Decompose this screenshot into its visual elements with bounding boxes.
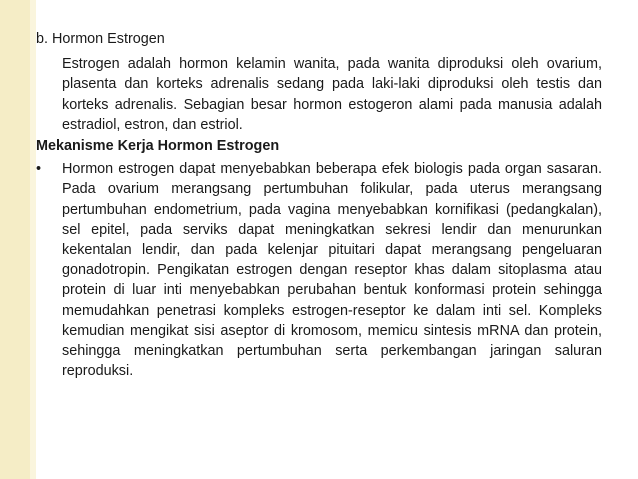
mechanism-subheading: Mekanisme Kerja Hormon Estrogen [36, 138, 280, 155]
bullet-marker: • [36, 161, 42, 178]
section-heading: b. Hormon Estrogen [36, 31, 165, 47]
bullet-item [36, 159, 602, 381]
intro-paragraph: Estrogen adalah hormon kelamin wanita, pada wanita diproduksi oleh ovarium, plasenta dan korteks adrenalis sedang pada laki-laki diproduksi oleh testis dan korteks adrenalis. Sebagian besar hormon estogeron alami pada manusia adalah estradiol, estron, dan estriol. [62, 56, 602, 133]
slide-content [36, 29, 602, 381]
bullet-text: Hormon estrogen dapat menyebabkan beberapa efek biologis pada organ sasaran. Pada ovarium merangsang pertumbuhan folikular, pada uterus merangsang pertumbuhan endometrium, pada vagina menyebabkan kornifikasi (pedangkalan), sel epitel, pada serviks dapat meningkatkan sekresi lendir dan menurunkan kekentalan lendir, dan pada kelenjar pituitari dapat merangsang pengeluaran gonadotropin. Pengikatan estrogen dengan reseptor khas dalam sitoplasma atau protein di luar inti menyebabkan perubahan bentuk konformasi protein sehingga memudahkan penetrasi kompleks estrogen-reseptor ke dalam inti sel. Kompleks kemudian mengikat sisi aseptor di kromosom, memicu sintesis mRNA dan protein, sehingga meningkatkan pertumbuhan serta perkembangan jaringan saluran reproduksi. [62, 161, 602, 380]
left-decorative-band [0, 0, 30, 479]
